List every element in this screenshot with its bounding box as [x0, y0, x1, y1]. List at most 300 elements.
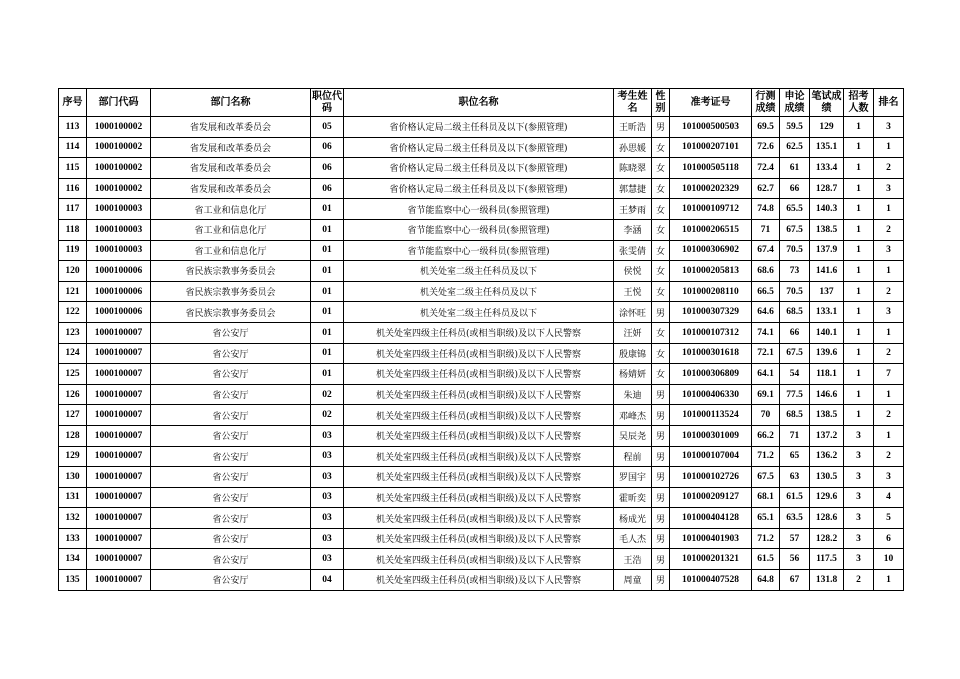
cell-gender: 男 — [652, 549, 670, 570]
cell-rank: 1 — [874, 425, 904, 446]
cell-aptitude-score: 71.2 — [752, 446, 780, 467]
cell-gender: 女 — [652, 322, 670, 343]
cell-written-score: 141.6 — [810, 261, 844, 282]
cell-essay-score: 77.5 — [780, 384, 810, 405]
cell-dept-code: 1000100007 — [87, 549, 151, 570]
cell-dept-name: 省发展和改革委员会 — [151, 158, 311, 179]
cell-rank: 1 — [874, 322, 904, 343]
score-table — [58, 88, 904, 591]
table-row — [59, 446, 904, 467]
cell-gender: 女 — [652, 199, 670, 220]
cell-aptitude-score: 66.5 — [752, 281, 780, 302]
cell-position-name: 机关处室四级主任科员(或相当职级)及以下人民警察 — [344, 549, 614, 570]
cell-quota: 3 — [844, 446, 874, 467]
cell-rank: 3 — [874, 178, 904, 199]
cell-rank: 2 — [874, 405, 904, 426]
cell-dept-name: 省公安厅 — [151, 446, 311, 467]
col-header-essay-score: 申论成绩 — [780, 89, 810, 117]
cell-index: 114 — [59, 137, 87, 158]
cell-position-code: 06 — [311, 137, 344, 158]
cell-index: 134 — [59, 549, 87, 570]
cell-index: 127 — [59, 405, 87, 426]
cell-essay-score: 61.5 — [780, 487, 810, 508]
cell-position-name: 机关处室四级主任科员(或相当职级)及以下人民警察 — [344, 425, 614, 446]
cell-dept-name: 省民族宗教事务委员会 — [151, 302, 311, 323]
cell-written-score: 138.5 — [810, 405, 844, 426]
table-row — [59, 302, 904, 323]
cell-written-score: 140.1 — [810, 322, 844, 343]
cell-dept-code: 1000100003 — [87, 240, 151, 261]
table-row — [59, 158, 904, 179]
cell-aptitude-score: 71.2 — [752, 528, 780, 549]
cell-dept-name: 省公安厅 — [151, 570, 311, 591]
cell-position-code: 02 — [311, 384, 344, 405]
cell-essay-score: 57 — [780, 528, 810, 549]
col-header-exam-id: 准考证号 — [670, 89, 752, 117]
cell-aptitude-score: 67.4 — [752, 240, 780, 261]
cell-position-code: 04 — [311, 570, 344, 591]
cell-index: 135 — [59, 570, 87, 591]
cell-name: 殷康锦 — [614, 343, 652, 364]
cell-name: 毛人杰 — [614, 528, 652, 549]
col-header-position-code: 职位代码 — [311, 89, 344, 117]
cell-rank: 3 — [874, 467, 904, 488]
cell-aptitude-score: 70 — [752, 405, 780, 426]
cell-position-code: 03 — [311, 528, 344, 549]
cell-name: 李涵 — [614, 219, 652, 240]
cell-dept-code: 1000100007 — [87, 343, 151, 364]
table-row — [59, 487, 904, 508]
cell-rank: 1 — [874, 137, 904, 158]
cell-quota: 1 — [844, 261, 874, 282]
cell-index: 125 — [59, 364, 87, 385]
cell-dept-code: 1000100002 — [87, 178, 151, 199]
cell-gender: 男 — [652, 425, 670, 446]
cell-gender: 男 — [652, 487, 670, 508]
cell-essay-score: 67 — [780, 570, 810, 591]
cell-aptitude-score: 72.4 — [752, 158, 780, 179]
cell-index: 131 — [59, 487, 87, 508]
cell-essay-score: 62.5 — [780, 137, 810, 158]
cell-position-code: 01 — [311, 219, 344, 240]
cell-essay-score: 63.5 — [780, 508, 810, 529]
cell-rank: 2 — [874, 446, 904, 467]
cell-dept-name: 省工业和信息化厅 — [151, 240, 311, 261]
cell-gender: 男 — [652, 528, 670, 549]
cell-name: 吴辰尧 — [614, 425, 652, 446]
cell-aptitude-score: 68.1 — [752, 487, 780, 508]
cell-aptitude-score: 66.2 — [752, 425, 780, 446]
cell-quota: 1 — [844, 343, 874, 364]
cell-position-name: 机关处室四级主任科员(或相当职级)及以下人民警察 — [344, 508, 614, 529]
cell-index: 121 — [59, 281, 87, 302]
cell-position-code: 03 — [311, 467, 344, 488]
cell-position-name: 机关处室四级主任科员(或相当职级)及以下人民警察 — [344, 487, 614, 508]
cell-aptitude-score: 64.1 — [752, 364, 780, 385]
cell-position-code: 01 — [311, 302, 344, 323]
cell-aptitude-score: 68.6 — [752, 261, 780, 282]
table-row — [59, 405, 904, 426]
cell-exam-id: 101000113524 — [670, 405, 752, 426]
table-row — [59, 549, 904, 570]
cell-aptitude-score: 64.6 — [752, 302, 780, 323]
cell-position-name: 机关处室二级主任科员及以下 — [344, 302, 614, 323]
cell-index: 132 — [59, 508, 87, 529]
cell-rank: 7 — [874, 364, 904, 385]
cell-rank: 3 — [874, 240, 904, 261]
cell-position-name: 机关处室四级主任科员(或相当职级)及以下人民警察 — [344, 467, 614, 488]
cell-dept-code: 1000100007 — [87, 322, 151, 343]
cell-name: 杨婧妍 — [614, 364, 652, 385]
cell-name: 王梦雨 — [614, 199, 652, 220]
table-row — [59, 281, 904, 302]
cell-gender: 男 — [652, 302, 670, 323]
cell-position-code: 01 — [311, 281, 344, 302]
col-header-quota: 招考人数 — [844, 89, 874, 117]
cell-gender: 男 — [652, 405, 670, 426]
cell-quota: 3 — [844, 508, 874, 529]
cell-name: 孙思媛 — [614, 137, 652, 158]
cell-quota: 3 — [844, 549, 874, 570]
cell-quota: 1 — [844, 117, 874, 138]
cell-essay-score: 66 — [780, 322, 810, 343]
cell-aptitude-score: 74.8 — [752, 199, 780, 220]
cell-position-code: 01 — [311, 240, 344, 261]
cell-exam-id: 101000401903 — [670, 528, 752, 549]
cell-exam-id: 101000307329 — [670, 302, 752, 323]
cell-exam-id: 101000109712 — [670, 199, 752, 220]
cell-gender: 女 — [652, 261, 670, 282]
cell-quota: 3 — [844, 528, 874, 549]
cell-essay-score: 61 — [780, 158, 810, 179]
header-row — [59, 89, 904, 117]
cell-index: 119 — [59, 240, 87, 261]
cell-quota: 1 — [844, 281, 874, 302]
cell-quota: 1 — [844, 302, 874, 323]
cell-gender: 女 — [652, 219, 670, 240]
cell-dept-code: 1000100007 — [87, 467, 151, 488]
cell-rank: 1 — [874, 570, 904, 591]
cell-essay-score: 73 — [780, 261, 810, 282]
cell-position-name: 机关处室四级主任科员(或相当职级)及以下人民警察 — [344, 405, 614, 426]
table-row — [59, 117, 904, 138]
cell-index: 130 — [59, 467, 87, 488]
cell-gender: 男 — [652, 384, 670, 405]
cell-written-score: 137 — [810, 281, 844, 302]
cell-exam-id: 101000102726 — [670, 467, 752, 488]
cell-dept-code: 1000100002 — [87, 117, 151, 138]
cell-name: 汪妍 — [614, 322, 652, 343]
cell-index: 123 — [59, 322, 87, 343]
cell-position-code: 03 — [311, 446, 344, 467]
cell-gender: 女 — [652, 178, 670, 199]
table-row — [59, 528, 904, 549]
cell-rank: 5 — [874, 508, 904, 529]
cell-gender: 男 — [652, 446, 670, 467]
cell-name: 罗国宇 — [614, 467, 652, 488]
cell-aptitude-score: 69.1 — [752, 384, 780, 405]
cell-aptitude-score: 72.1 — [752, 343, 780, 364]
table-body — [59, 117, 904, 591]
cell-rank: 6 — [874, 528, 904, 549]
table-row — [59, 137, 904, 158]
table-row — [59, 240, 904, 261]
cell-written-score: 136.2 — [810, 446, 844, 467]
table-row — [59, 178, 904, 199]
cell-dept-code: 1000100007 — [87, 405, 151, 426]
cell-exam-id: 101000301009 — [670, 425, 752, 446]
col-header-index: 序号 — [59, 89, 87, 117]
cell-index: 120 — [59, 261, 87, 282]
cell-essay-score: 68.5 — [780, 302, 810, 323]
cell-exam-id: 101000206515 — [670, 219, 752, 240]
cell-position-code: 01 — [311, 261, 344, 282]
cell-dept-code: 1000100007 — [87, 384, 151, 405]
cell-position-code: 03 — [311, 549, 344, 570]
cell-dept-name: 省公安厅 — [151, 508, 311, 529]
col-header-dept-code: 部门代码 — [87, 89, 151, 117]
cell-written-score: 118.1 — [810, 364, 844, 385]
cell-essay-score: 66 — [780, 178, 810, 199]
cell-dept-code: 1000100006 — [87, 261, 151, 282]
cell-written-score: 128.7 — [810, 178, 844, 199]
col-header-dept-name: 部门名称 — [151, 89, 311, 117]
cell-written-score: 140.3 — [810, 199, 844, 220]
cell-dept-code: 1000100002 — [87, 158, 151, 179]
cell-dept-name: 省发展和改革委员会 — [151, 117, 311, 138]
cell-name: 程前 — [614, 446, 652, 467]
cell-exam-id: 101000407528 — [670, 570, 752, 591]
cell-essay-score: 70.5 — [780, 240, 810, 261]
cell-rank: 3 — [874, 302, 904, 323]
cell-rank: 4 — [874, 487, 904, 508]
cell-aptitude-score: 65.1 — [752, 508, 780, 529]
cell-dept-name: 省公安厅 — [151, 364, 311, 385]
cell-written-score: 137.2 — [810, 425, 844, 446]
cell-gender: 女 — [652, 158, 670, 179]
cell-written-score: 133.1 — [810, 302, 844, 323]
cell-quota: 3 — [844, 467, 874, 488]
cell-exam-id: 101000306902 — [670, 240, 752, 261]
cell-dept-name: 省公安厅 — [151, 467, 311, 488]
table-row — [59, 322, 904, 343]
cell-exam-id: 101000207101 — [670, 137, 752, 158]
cell-rank: 3 — [874, 117, 904, 138]
cell-written-score: 128.2 — [810, 528, 844, 549]
cell-name: 杨成光 — [614, 508, 652, 529]
cell-position-code: 01 — [311, 199, 344, 220]
cell-position-code: 02 — [311, 405, 344, 426]
cell-exam-id: 101000209127 — [670, 487, 752, 508]
cell-rank: 1 — [874, 384, 904, 405]
cell-position-code: 01 — [311, 364, 344, 385]
cell-index: 116 — [59, 178, 87, 199]
cell-position-name: 省价格认定局二级主任科员及以下(参照管理) — [344, 178, 614, 199]
col-header-written-score: 笔试成绩 — [810, 89, 844, 117]
cell-dept-code: 1000100007 — [87, 487, 151, 508]
cell-gender: 女 — [652, 137, 670, 158]
cell-written-score: 131.8 — [810, 570, 844, 591]
cell-essay-score: 70.5 — [780, 281, 810, 302]
cell-aptitude-score: 64.8 — [752, 570, 780, 591]
cell-index: 115 — [59, 158, 87, 179]
cell-position-name: 省节能监察中心一级科员(参照管理) — [344, 199, 614, 220]
cell-quota: 1 — [844, 405, 874, 426]
table-row — [59, 199, 904, 220]
col-header-aptitude-score: 行测成绩 — [752, 89, 780, 117]
cell-position-name: 机关处室四级主任科员(或相当职级)及以下人民警察 — [344, 528, 614, 549]
cell-position-name: 机关处室四级主任科员(或相当职级)及以下人民警察 — [344, 343, 614, 364]
cell-dept-name: 省发展和改革委员会 — [151, 137, 311, 158]
cell-rank: 2 — [874, 158, 904, 179]
cell-quota: 2 — [844, 570, 874, 591]
table-row — [59, 467, 904, 488]
cell-essay-score: 67.5 — [780, 343, 810, 364]
cell-index: 129 — [59, 446, 87, 467]
col-header-rank: 排名 — [874, 89, 904, 117]
cell-dept-name: 省民族宗教事务委员会 — [151, 281, 311, 302]
cell-gender: 女 — [652, 343, 670, 364]
cell-position-code: 01 — [311, 343, 344, 364]
cell-dept-name: 省公安厅 — [151, 487, 311, 508]
cell-essay-score: 65 — [780, 446, 810, 467]
cell-position-code: 01 — [311, 322, 344, 343]
cell-exam-id: 101000406330 — [670, 384, 752, 405]
cell-index: 133 — [59, 528, 87, 549]
cell-exam-id: 101000202329 — [670, 178, 752, 199]
cell-exam-id: 101000107004 — [670, 446, 752, 467]
cell-quota: 1 — [844, 199, 874, 220]
cell-written-score: 130.5 — [810, 467, 844, 488]
cell-quota: 1 — [844, 240, 874, 261]
cell-written-score: 135.1 — [810, 137, 844, 158]
cell-index: 118 — [59, 219, 87, 240]
cell-gender: 男 — [652, 570, 670, 591]
cell-index: 126 — [59, 384, 87, 405]
cell-essay-score: 63 — [780, 467, 810, 488]
cell-rank: 10 — [874, 549, 904, 570]
cell-dept-code: 1000100003 — [87, 219, 151, 240]
cell-dept-name: 省公安厅 — [151, 528, 311, 549]
cell-written-score: 138.5 — [810, 219, 844, 240]
cell-written-score: 137.9 — [810, 240, 844, 261]
cell-essay-score: 56 — [780, 549, 810, 570]
cell-gender: 男 — [652, 467, 670, 488]
col-header-name: 考生姓名 — [614, 89, 652, 117]
cell-written-score: 128.6 — [810, 508, 844, 529]
cell-dept-name: 省公安厅 — [151, 384, 311, 405]
cell-dept-code: 1000100007 — [87, 446, 151, 467]
cell-essay-score: 71 — [780, 425, 810, 446]
cell-quota: 1 — [844, 158, 874, 179]
cell-gender: 女 — [652, 281, 670, 302]
cell-name: 邓峰杰 — [614, 405, 652, 426]
cell-rank: 2 — [874, 219, 904, 240]
cell-position-name: 省节能监察中心一级科员(参照管理) — [344, 240, 614, 261]
cell-position-code: 03 — [311, 487, 344, 508]
cell-exam-id: 101000404128 — [670, 508, 752, 529]
table-row — [59, 364, 904, 385]
cell-quota: 1 — [844, 219, 874, 240]
cell-gender: 女 — [652, 364, 670, 385]
cell-index: 128 — [59, 425, 87, 446]
cell-dept-name: 省工业和信息化厅 — [151, 199, 311, 220]
cell-exam-id: 101000205813 — [670, 261, 752, 282]
cell-quota: 1 — [844, 384, 874, 405]
cell-dept-code: 1000100003 — [87, 199, 151, 220]
cell-dept-code: 1000100007 — [87, 528, 151, 549]
cell-aptitude-score: 62.7 — [752, 178, 780, 199]
cell-dept-name: 省公安厅 — [151, 549, 311, 570]
cell-dept-name: 省公安厅 — [151, 343, 311, 364]
cell-written-score: 129.6 — [810, 487, 844, 508]
cell-dept-code: 1000100007 — [87, 570, 151, 591]
cell-dept-code: 1000100006 — [87, 281, 151, 302]
cell-exam-id: 101000505118 — [670, 158, 752, 179]
cell-position-name: 机关处室四级主任科员(或相当职级)及以下人民警察 — [344, 446, 614, 467]
cell-aptitude-score: 69.5 — [752, 117, 780, 138]
cell-dept-name: 省公安厅 — [151, 425, 311, 446]
cell-exam-id: 101000107312 — [670, 322, 752, 343]
cell-exam-id: 101000306809 — [670, 364, 752, 385]
cell-aptitude-score: 61.5 — [752, 549, 780, 570]
cell-dept-code: 1000100007 — [87, 425, 151, 446]
cell-gender: 男 — [652, 508, 670, 529]
cell-index: 113 — [59, 117, 87, 138]
cell-name: 王悦 — [614, 281, 652, 302]
cell-name: 朱迪 — [614, 384, 652, 405]
cell-position-name: 省价格认定局二级主任科员及以下(参照管理) — [344, 137, 614, 158]
table-row — [59, 425, 904, 446]
table-row — [59, 219, 904, 240]
cell-index: 124 — [59, 343, 87, 364]
cell-position-name: 机关处室四级主任科员(或相当职级)及以下人民警察 — [344, 322, 614, 343]
cell-aptitude-score: 74.1 — [752, 322, 780, 343]
cell-position-name: 省价格认定局二级主任科员及以下(参照管理) — [344, 117, 614, 138]
cell-dept-name: 省公安厅 — [151, 322, 311, 343]
cell-position-code: 05 — [311, 117, 344, 138]
table-row — [59, 384, 904, 405]
cell-exam-id: 101000201321 — [670, 549, 752, 570]
cell-index: 122 — [59, 302, 87, 323]
cell-written-score: 133.4 — [810, 158, 844, 179]
cell-aptitude-score: 72.6 — [752, 137, 780, 158]
cell-written-score: 117.5 — [810, 549, 844, 570]
cell-dept-name: 省发展和改革委员会 — [151, 178, 311, 199]
cell-dept-name: 省工业和信息化厅 — [151, 219, 311, 240]
cell-position-name: 省节能监察中心一级科员(参照管理) — [344, 219, 614, 240]
cell-essay-score: 65.5 — [780, 199, 810, 220]
cell-written-score: 129 — [810, 117, 844, 138]
cell-name: 涂怀旺 — [614, 302, 652, 323]
cell-written-score: 146.6 — [810, 384, 844, 405]
cell-name: 周童 — [614, 570, 652, 591]
cell-gender: 男 — [652, 117, 670, 138]
cell-aptitude-score: 67.5 — [752, 467, 780, 488]
cell-dept-code: 1000100002 — [87, 137, 151, 158]
cell-position-name: 机关处室二级主任科员及以下 — [344, 261, 614, 282]
cell-index: 117 — [59, 199, 87, 220]
cell-essay-score: 54 — [780, 364, 810, 385]
cell-position-code: 03 — [311, 425, 344, 446]
table-row — [59, 343, 904, 364]
cell-gender: 女 — [652, 240, 670, 261]
cell-quota: 1 — [844, 137, 874, 158]
table-row — [59, 570, 904, 591]
col-header-gender: 性别 — [652, 89, 670, 117]
cell-dept-name: 省民族宗教事务委员会 — [151, 261, 311, 282]
cell-name: 张雯倩 — [614, 240, 652, 261]
